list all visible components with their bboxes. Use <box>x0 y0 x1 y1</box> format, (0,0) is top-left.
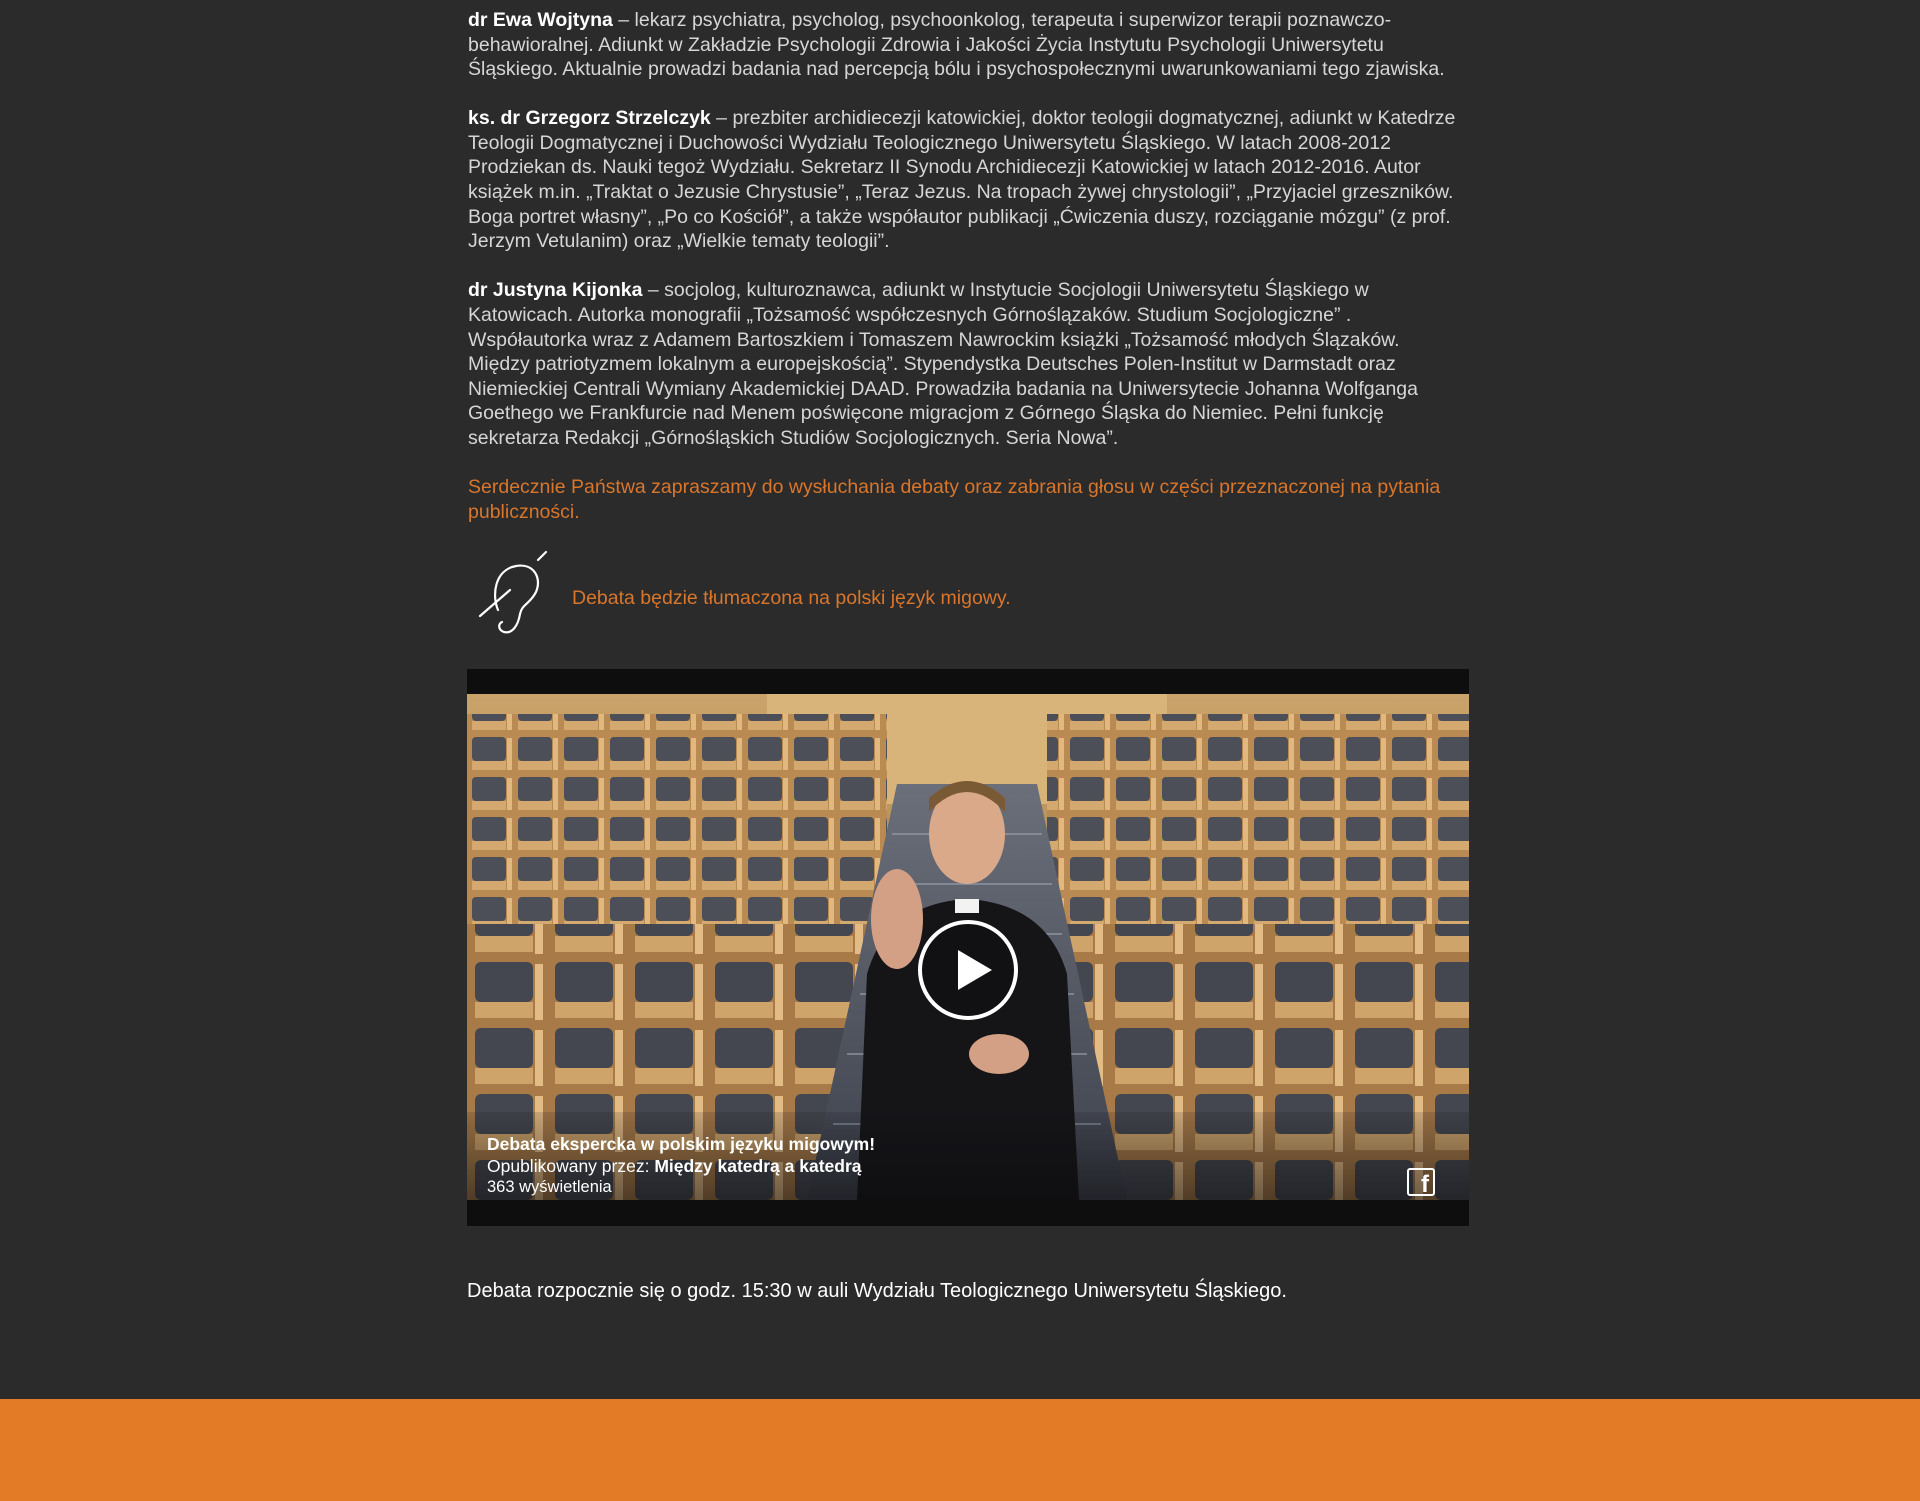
publisher-link[interactable]: Między katedrą a katedrą <box>654 1156 862 1176</box>
video-views: 363 wyświetlenia <box>487 1178 612 1196</box>
bio-line: – prezbiter archidiecezji katowickiej, doktor teologii dogmatycznej, adiunkt w Katedrze <box>710 107 1456 130</box>
speaker-bio-1 <box>468 8 1472 82</box>
speaker-name: dr Ewa Wojtyna <box>468 9 613 31</box>
video-title[interactable]: Debata ekspercka w polskim języku migowym! <box>487 1134 876 1154</box>
bio-line: behawioralnej. Adiunkt w Zakładzie Psychologii Zdrowia i Jakości Życia Instytutu Psychologii Uniwersytetu <box>468 33 1384 56</box>
bio-line: Niemieckiej Centrali Wymiany Akademickiej DAAD. Prowadziła badania na Uniwersytecie Johanna Wolfganga <box>468 377 1418 400</box>
bio-line: Śląskiego. Aktualnie prowadzi badania nad percepcją bólu i psychospołecznymi uwarunkowaniami tego zjawiska. <box>468 58 1445 81</box>
video-caption <box>467 1112 1469 1200</box>
footer-bar <box>0 1399 1920 1501</box>
speaker-name: dr Justyna Kijonka <box>468 279 643 302</box>
bio-line: Teologii Dogmatycznej i Duchowości Wydziału Teologicznego Uniwersytetu Śląskiego. W latach 2008-2012 <box>468 131 1391 154</box>
speaker-name: ks. dr Grzegorz Strzelczyk <box>468 107 711 130</box>
play-button[interactable] <box>918 920 1018 1020</box>
facebook-icon[interactable]: f <box>1407 1168 1435 1196</box>
play-icon <box>958 950 992 990</box>
bio-line: książek m.in. „Traktat o Jezusie Chrystusie”, „Teraz Jezus. Na tropach żywej chrystologii”, „Przyjaciel grzeszników. <box>468 181 1454 204</box>
sign-language-text: Debata będzie tłumaczona na polski język migowy. <box>572 587 1011 610</box>
invitation-line: publiczności. <box>468 500 580 523</box>
video-publisher <box>487 1156 862 1177</box>
bio-line: – socjolog, kulturoznawca, adiunkt w Instytucie Socjologii Uniwersytetu Śląskiego w <box>642 279 1369 302</box>
speaker-bio-2 <box>468 106 1472 254</box>
sign-language-notice <box>468 548 1472 638</box>
invitation-line: Serdecznie Państwa zapraszamy do wysłuchania debaty oraz zabrania głosu w części przeznaczonej na pytania <box>468 476 1441 498</box>
video-frame[interactable] <box>467 694 1469 1200</box>
video-player[interactable] <box>467 669 1469 1226</box>
bio-line: Katowicach. Autorka monografii „Tożsamość współczesnych Górnoślązaków. Studium Socjologiczne” . <box>468 303 1352 326</box>
bio-line: Między patriotyzmem lokalnym a europejskością”. Stypendystka Deutsches Polen-Institut w Darmstadt oraz <box>468 353 1396 376</box>
bio-line: Współautorka wraz z Adamem Bartoszkiem i Tomaszem Nawrockim książki „Tożsamość młodych Ślązaków. <box>468 328 1400 351</box>
bio-line: Prodziekan ds. Nauki tegoż Wydziału. Sekretarz II Synodu Archidiecezji Katowickiej w latach 2012-2016. Autor <box>468 156 1421 179</box>
publisher-prefix: Opublikowany przez: <box>487 1156 655 1176</box>
start-info: Debata rozpocznie się o godz. 15:30 w auli Wydziału Teologicznego Uniwersytetu Śląskiego. <box>467 1280 1287 1302</box>
article-content <box>468 8 1472 638</box>
deaf-ear-icon <box>476 548 556 638</box>
bio-line: sekretarza Redakcji „Górnośląskich Studiów Socjologicznych. Seria Nowa”. <box>468 426 1119 449</box>
bio-line: Boga portret własny”, „Po co Kościół”, a także współautor publikacji „Ćwiczenia duszy, rozciąganie mózgu” (z prof. <box>468 205 1451 228</box>
bio-line: – lekarz psychiatra, psycholog, psychoonkolog, terapeuta i superwizor terapii poznawczo- <box>612 9 1392 31</box>
speaker-bio-3 <box>468 278 1472 450</box>
bio-line: Goethego we Frankfurcie nad Menem poświęcone migracjom z Górnego Śląska do Niemiec. Pełni funkcję <box>468 402 1384 425</box>
invitation-text <box>468 475 1472 524</box>
bio-line: Jerzym Vetulanim) oraz „Wielkie tematy teologii”. <box>468 230 890 253</box>
